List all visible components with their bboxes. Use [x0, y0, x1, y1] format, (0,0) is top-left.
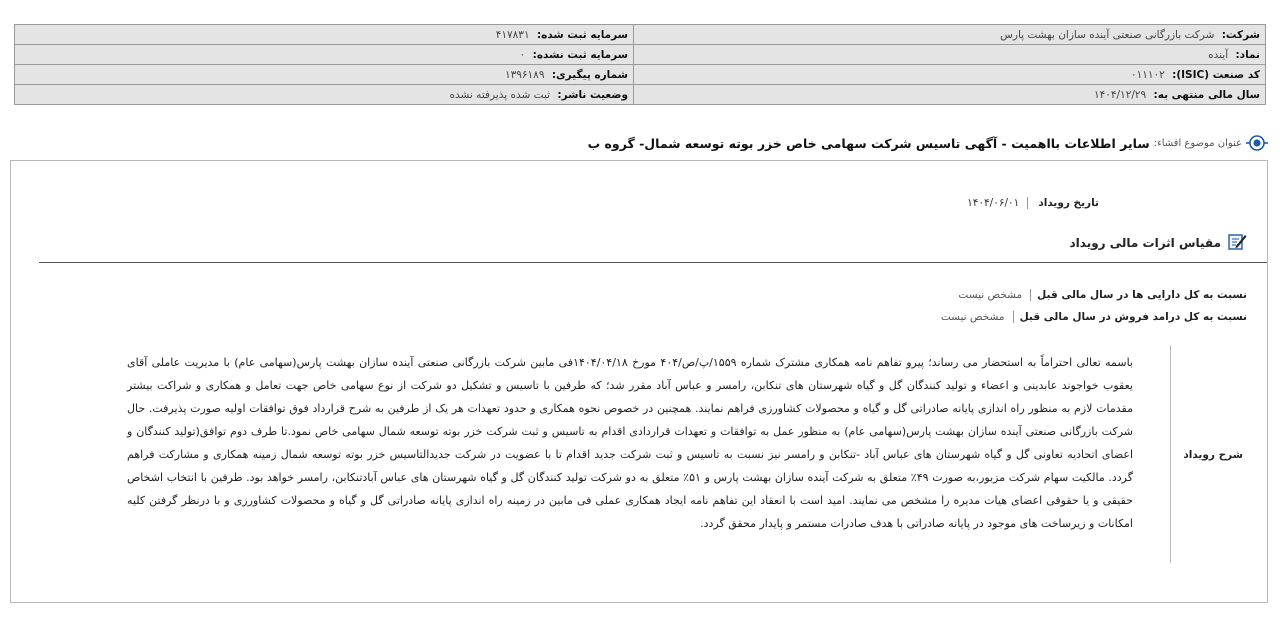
event-date-value: ۱۴۰۴/۰۶/۰۱ — [967, 197, 1020, 209]
info-row — [15, 65, 1266, 85]
financial-effects-title: مقیاس اثرات مالی رویداد — [1069, 235, 1221, 250]
symbol-cell — [634, 45, 1266, 65]
unregistered-capital-value: ۰ — [519, 48, 526, 61]
edit-document-icon — [1227, 231, 1247, 254]
publisher-status-cell — [15, 85, 634, 105]
publisher-status-label: وضعیت ناشر: — [557, 88, 628, 101]
disclosure-subject — [12, 131, 1268, 155]
isic-value: ۰۱۱۱۰۲ — [1130, 68, 1165, 81]
ratio-assets-value: مشخص نیست — [958, 289, 1023, 301]
event-date — [967, 197, 1099, 209]
info-row — [15, 25, 1266, 45]
tracking-number-value: ۱۳۹۶۱۸۹ — [504, 68, 545, 81]
company-info-table — [14, 24, 1266, 105]
unregistered-capital-label: سرمایه ثبت نشده: — [532, 48, 628, 61]
financial-effects-header — [1070, 231, 1247, 254]
description-divider — [1170, 345, 1171, 563]
registered-capital-cell — [15, 25, 634, 45]
company-value: شرکت بازرگانی صنعتی آینده سازان بهشت پارس — [1000, 28, 1215, 41]
event-panel — [10, 160, 1268, 603]
event-description-label: شرح رویداد — [1183, 449, 1243, 461]
event-date-label: تاریخ رویداد — [1027, 197, 1099, 209]
registered-capital-label: سرمایه ثبت شده: — [536, 28, 628, 41]
symbol-label: نماد: — [1235, 48, 1260, 61]
event-description-text: باسمه تعالی احتراماً به استحضار می رساند؛ پیرو تفاهم نامه همکاری مشترک شماره ۱۵۵۹/پ/ص/۴۰۴ مورخ ۱۴۰۴/۰۴/۱۸فی مابین شرکت بازرگانی صنعتی آینده سازان بهشت پارس(سهامی عام) با مدیریت عاملی آقای یعقوب خواجوند عابدینی و اعضاء و تولید کنندگان گل و گیاه شهرستان های تنکابن، رامسر و عباس آباد مقرر شد؛ که طرفین با تاسیس و تشکیل دو شرکت از نوع سهامی خاص جهت تعامل و همکاری و شراکت بیشتر مقدمات لازم به منظور راه اندازی پایانه صادراتی گل و گیاه و محصولات کشاورزی فراهم نمایند. همچنین در خصوص نحوه همکاری و حدود تعهدات هر یک از طرفین به شرح قرارداد فوق توافقات اولیه صورت پذیرفت. حال شرکت بازرگانی صنعتی آینده سازان بهشت پارس(سهامی عام) به منظور عمل به توافقات و تعهدات قراردادی اقدام به تاسیس و ثبت شرکت خزر بوته توسعه شمال سهامی خاص نمود.تا طرف دوم توافق(تولید کنندگان و اعضای اتحادیه تعاونی گل و گیاه شهرستان های عباس آباد -تنکابن و رامسر نیز نسبت به تاسیس و ثبت شرکت جدید اقدام تا با عضویت در شرکت جدیدالتاسیس خزر بوته توسعه شمال زمینه همکاری و مشارکت فراهم گردد. مالکیت سهام شرکت مزبور،به صورت ۴۹٪ متعلق به شرکت آینده سازان بهشت پارس و ۵۱٪ متعلق به دو شرکت تولید کنندگان گل و گیاه شهرستان های عباس آبادتنکابن، رامسر خواهد بود. طرفین با انتخاب اشخاص حقیقی و یا حقوقی اعضای هیات مدیره را مشخص می نمایند. امید است با انعقاد این تفاهم نامه ایجاد همکاری عملی فی مابین در زمینه راه اندازی پایانه صادراتی گل و گیاه و محصولات کشاورزی و با درنظر گرفتن کلیه امکانات و زیرساخت های موجود در پایانه صادراتی با هدف صادرات مستمر و پایدار محقق گردد. — [127, 356, 1133, 530]
unregistered-capital-cell — [15, 45, 634, 65]
tracking-number-cell — [15, 65, 634, 85]
registered-capital-value: ۴۱۷۸۳۱ — [495, 28, 530, 41]
publisher-status-value: ثبت شده پذیرفته نشده — [449, 88, 551, 101]
fiscal-year-cell — [634, 85, 1266, 105]
ratio-assets-row — [958, 289, 1247, 301]
info-row — [15, 85, 1266, 105]
isic-label: کد صنعت (ISIC): — [1172, 68, 1260, 81]
ratio-revenue-label: نسبت به کل درامد فروش در سال مالی قبل — [1013, 311, 1247, 323]
subject-prefix: عنوان موضوع افشاء: — [1153, 137, 1242, 149]
tracking-number-label: شماره پیگیری: — [551, 68, 628, 81]
info-row — [15, 45, 1266, 65]
fiscal-year-label: سال مالی منتهی به: — [1153, 88, 1260, 101]
company-label: شرکت: — [1221, 28, 1260, 41]
ratio-revenue-value: مشخص نیست — [940, 311, 1005, 323]
section-divider — [39, 262, 1267, 263]
ratio-assets-label: نسبت به کل دارایی ها در سال مالی قبل — [1030, 289, 1247, 301]
ratio-revenue-row — [941, 311, 1247, 323]
symbol-value: آینده — [1208, 48, 1229, 61]
fiscal-year-value: ۱۴۰۴/۱۲/۲۹ — [1093, 88, 1147, 101]
company-cell — [634, 25, 1266, 45]
subject-title: سایر اطلاعات بااهمیت - آگهی تاسیس شرکت سهامی خاص خزر بوته توسعه شمال- گروه ب — [587, 135, 1150, 151]
target-icon — [1246, 132, 1268, 154]
isic-cell — [634, 65, 1266, 85]
